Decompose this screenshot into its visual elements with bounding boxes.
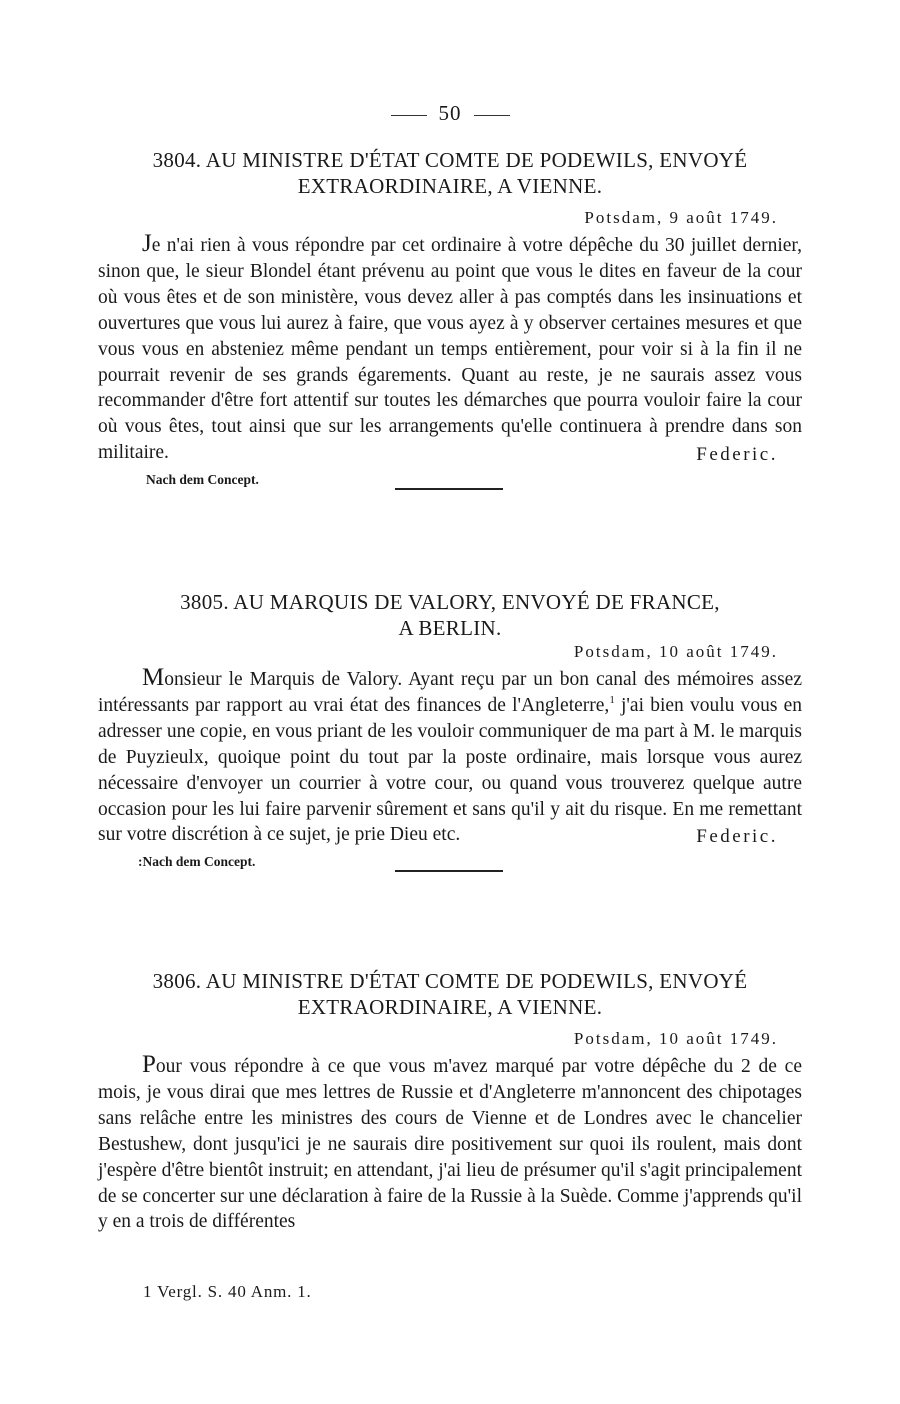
heading-line-1: AU MINISTRE D'ÉTAT COMTE DE PODEWILS, ENVOYÉ [205, 148, 748, 172]
letter-text-part-1: onsieur le Marquis de Valory. Ayant reçu par un bon canal des mémoires assez intéressants par rapport au vrai état des finances de l'Angleterre, [98, 669, 802, 716]
footnote-marker: 1 [143, 1282, 153, 1301]
dateline: Potsdam, 10 août 1749. [573, 1029, 778, 1048]
heading-line-1: AU MARQUIS DE VALORY, ENVOYÉ DE FRANCE, [233, 590, 720, 614]
letter-text: e n'ai rien à vous répondre par cet ordinaire à votre dépêche du 30 juillet dernier, sinon que, le sieur Blondel étant prévenu au point que vous le dites en faveur de la cour où vous êtes et de son ministère, vous devez aller à pas comptés dans les insinuations et ouvertures que vous lui aurez à faire, que vous ayez à y observer certaines mesures et que vous vous en absteniez même pendant un temps entièrement, pour voir si à la fin il ne pourrait revenir de ses grands égarements. Quant au reste, je ne saurais assez vous recommander d'être fort attentif sur toutes les démarches que pourra vouloir faire la cour où vous êtes, tout ainsi que sur les arrangements qu'elle continuera à prendre dans son militaire. [98, 235, 802, 464]
letter-closing [98, 444, 802, 510]
footnote [143, 1282, 312, 1302]
footnote-text: Vergl. S. 40 Anm. 1. [157, 1282, 312, 1301]
letter-heading [98, 589, 802, 641]
letter-3805 [98, 589, 802, 892]
heading-line-2: A BERLIN. [398, 616, 502, 640]
letter-heading [98, 147, 802, 199]
header-dash-left [391, 115, 427, 116]
letter-number: 3805. [180, 590, 229, 614]
letter-body [98, 1052, 802, 1235]
letter-3804 [98, 147, 802, 510]
page-header [0, 101, 900, 126]
signature: Federic. [696, 826, 778, 848]
initial-letter: P [142, 1051, 156, 1078]
heading-line-2: EXTRAORDINAIRE, A VIENNE. [297, 174, 603, 198]
heading-line-2: EXTRAORDINAIRE, A VIENNE. [297, 995, 603, 1019]
section-divider [395, 870, 503, 872]
dateline: Potsdam, 10 août 1749. [573, 642, 778, 661]
source-note: Nach dem Concept. [146, 472, 259, 488]
letter-closing [98, 826, 802, 892]
letter-text-part-2: j'ai bien voulu vous en adresser une copie, en vous priant de les vouloir communiquer de ma part à M. le marquis de Puyzieulx, quoique point du tout par la poste ordinaire, mais lorsque vous aurez nécessaire d'envoyer un courrier à votre cour, ou quand vous trouverez quelque autre occasion pour les lui faire parvenir sûrement et sans qu'il y ait du risque. En me remettant sur votre discrétion à ce sujet, je prie Dieu etc. [98, 694, 802, 846]
letter-3806 [98, 968, 802, 1235]
page-number: 50 [438, 101, 462, 125]
initial-letter: M [142, 664, 165, 691]
letter-heading [98, 968, 802, 1020]
letter-body [98, 665, 802, 848]
letter-number: 3804. [152, 148, 202, 172]
initial-letter: J [142, 230, 152, 257]
letter-body [98, 231, 802, 466]
source-note: :Nach dem Concept. [138, 854, 256, 870]
heading-line-1: AU MINISTRE D'ÉTAT COMTE DE PODEWILS, ENVOYÉ [205, 969, 748, 993]
letter-text: our vous répondre à ce que vous m'avez marqué par votre dépêche du 2 de ce mois, je vous dirai que mes lettres de Russie et d'Angleterre m'annoncent des chipotages sans relâche entre les ministres des cours de Vienne et de Londres avec le chancelier Bestushew, dont jusqu'ici je ne saurais dire positivement sur quoi ils roulent, mais dont j'espère d'être bientôt instruit; en attendant, j'ai lieu de présumer qu'il s'agit principalement de se concerter sur une déclaration à faire de la Russie à la Suède. Comme j'apprends qu'il y en a trois de différentes [98, 1056, 802, 1233]
footnote-reference[interactable]: 1 [609, 693, 615, 706]
signature: Federic. [696, 444, 778, 466]
section-divider [395, 488, 503, 490]
letter-number: 3806. [152, 969, 202, 993]
header-dash-right [474, 115, 510, 116]
dateline: Potsdam, 9 août 1749. [584, 208, 778, 227]
